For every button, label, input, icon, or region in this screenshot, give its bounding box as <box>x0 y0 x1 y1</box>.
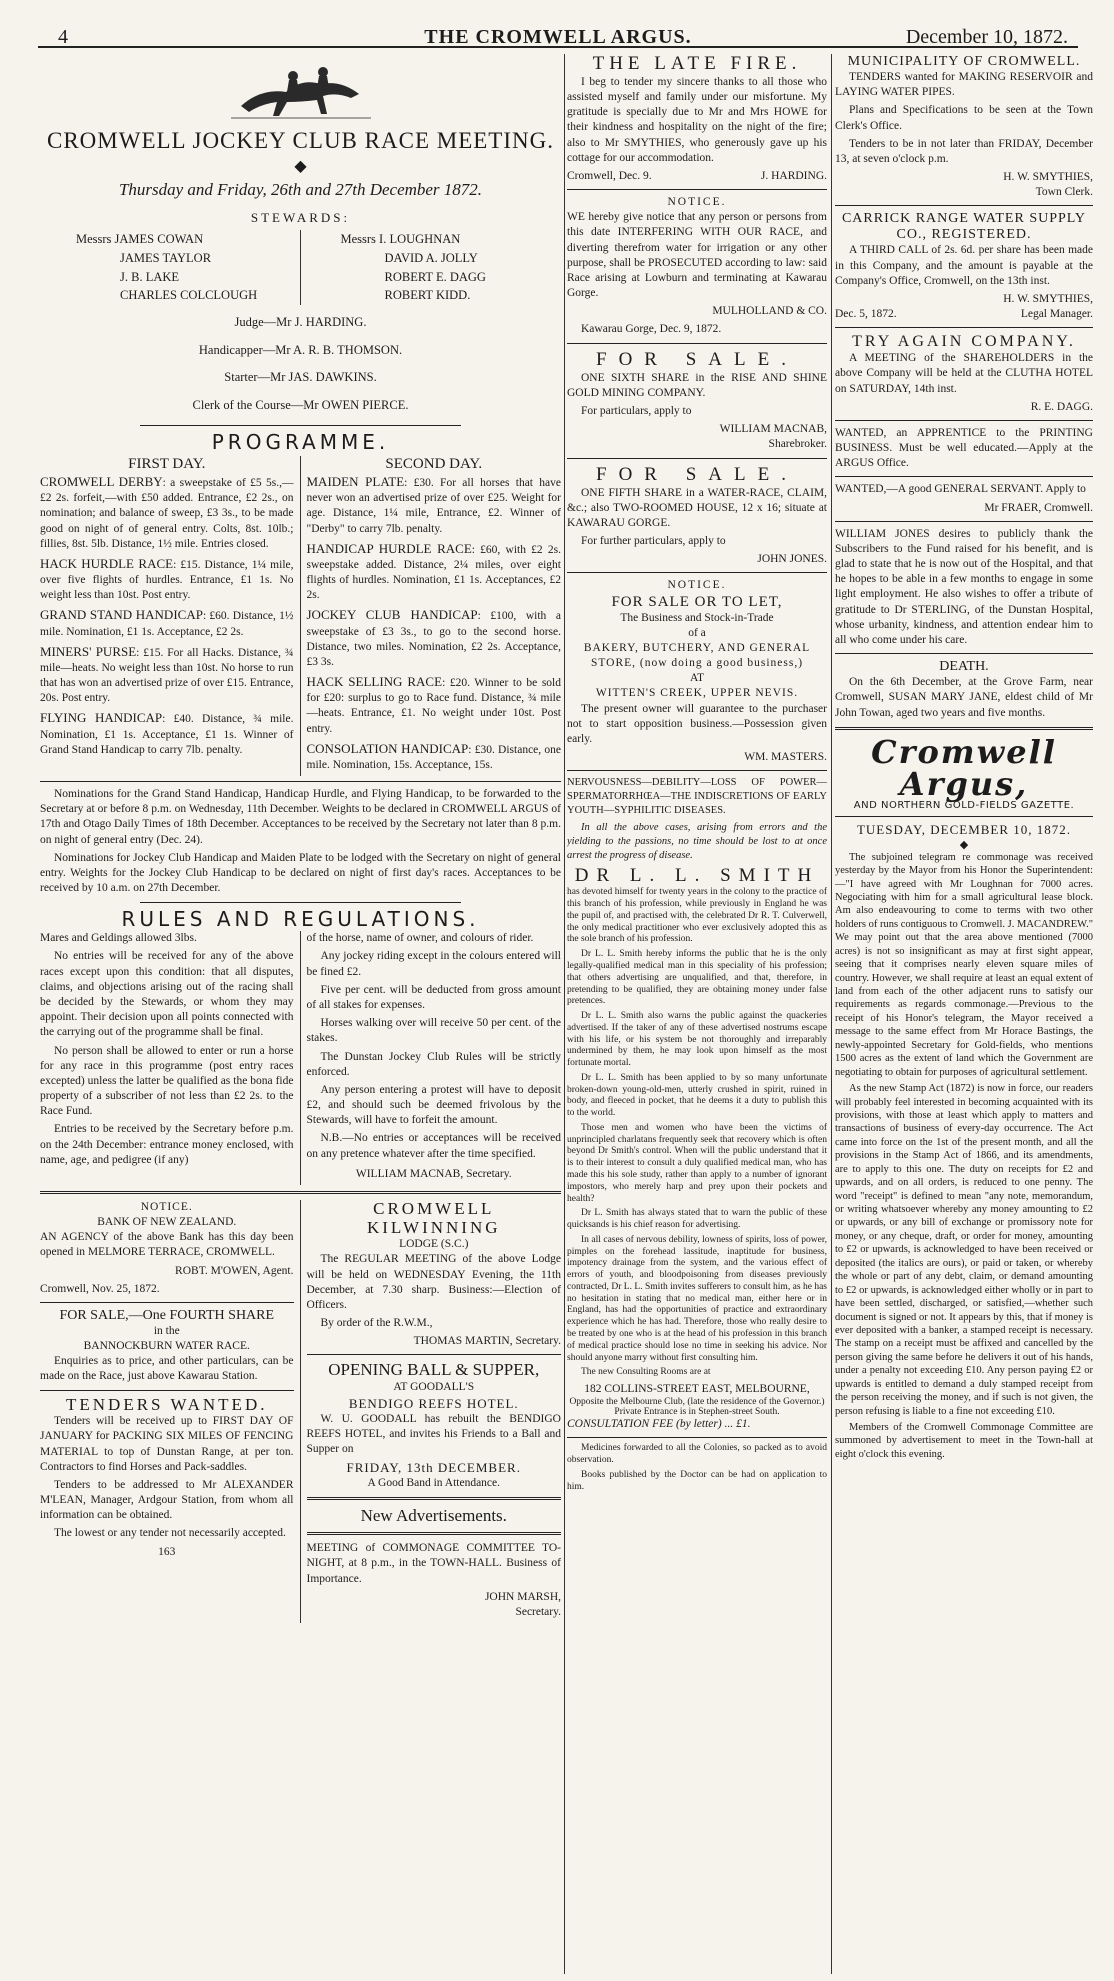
rules-title: RULES AND REGULATIONS. <box>121 907 480 932</box>
municipality-body: Tenders to be in not later than FRIDAY, December 13, at seven o'clock p.m. <box>835 137 1093 165</box>
programme-title: PROGRAMME. <box>211 430 390 454</box>
race-notice-dateline: Kawarau Gorge, Dec. 9, 1872. <box>581 323 722 336</box>
fire-dateline: Cromwell, Dec. 9. <box>567 169 652 182</box>
stewards-heading: STEWARDS: <box>250 210 351 225</box>
argus-dateline: TUESDAY, DECEMBER 10, 1872. <box>856 821 1072 837</box>
lodge-order: By order of the R.W.M., <box>320 1317 433 1330</box>
nominations-text: Nominations for Jockey Club Handicap and Maiden Plate to be lodged with the Secretary on night of general entry. Weights for the Jockey Club Handicap to be declared on night of first day's races. Acceptances to be received by 10 a.m. on 27th December. <box>40 851 561 895</box>
lodge-sign: THOMAS MARTIN, Secretary. <box>413 1335 561 1348</box>
smith-books: Books published by the Doctor can be had on application to him. <box>567 1469 827 1492</box>
municipality-sign: H. W. SMYTHIES, <box>1003 171 1093 184</box>
servant-ad: WANTED,—A good GENERAL SERVANT. Apply to <box>835 483 1086 496</box>
ball-title: OPENING BALL & SUPPER, <box>328 1360 540 1380</box>
race-notice-body: WE hereby give notice that any person or persons from this date INTERFERING WITH OUR RACE, and diverting therefrom water for irrigation or any other purpose, shall be PROSECUTED according to law: said Race arising at Lowburn and terminating at Kawarau Gorge. <box>567 211 827 300</box>
editorial-paragraph: The subjoined telegram re commonage was received yesterday by the Mayor from his Honor the Superintendent:—"I have agreed with Mr Loughnan for 7000 acres. Negociating with him for a small agricultural lease block. Am also endeavouring to come to terms with two other holders of runs contiguous to Cromwell. J. MACANDREW." We may point out that the area above mentioned (7000 acres) is not so insignificant as may at first sight appear, seeing that it comprises nearly eleven square miles of country. However, we shall require at least an equal extent of land from each of the other adjacent runs to satisfy our requirements as regards commonage.—Previous to the receipt of his Honor's telegram, the Mayor received a message to the same effect from Mr Horace Bastings, the newly-appointed Secretary for Gold-fields, who mentions 1500 acres as the extent of land which the Government are negotiating to obtain for purposes of agricultural settlement. <box>835 851 1093 1078</box>
rule-text: N.B.—No entries or acceptances will be received on any pretence whatever after the time specified. <box>306 1132 561 1160</box>
steward: DAVID A. JOLLY <box>384 250 478 265</box>
share-sale-line: BANNOCKBURN WATER RACE. <box>83 1340 250 1353</box>
smith-private-entrance: Private Entrance is in Stephen-street South. <box>614 1407 780 1418</box>
racehorse-illustration <box>231 58 371 122</box>
masthead: THE CROMWELL ARGUS. <box>424 26 692 48</box>
race-dates: Thursday and Friday, 26th and 27th December 1872. <box>118 180 483 199</box>
race-entry: FLYING HANDICAP: £40. Distance, ¾ mile. Nomination, £1 1s. Acceptance, £1 1s. Winner of Grand Stand Handicap to carry 7lb. penalty. <box>40 710 294 756</box>
ball-body: W. U. GOODALL has rebuilt the BENDIGO REEFS HOTEL, and invites his Friends to a Ball and Supper on <box>306 1412 561 1455</box>
carrick-role: Legal Manager. <box>1020 308 1093 321</box>
butchery-body: The present owner will guarantee to the purchaser not to start opposition business.—Possession given early. <box>567 702 827 745</box>
race-entry: HACK SELLING RACE: £20. Winner to be sold for £20: surplus to go to Race fund. Distance, ¾ mile—heats. Entrance, £1. No weight under 10st. Post entry. <box>306 674 561 735</box>
gold-sale-sign: WILLIAM MACNAB, <box>719 423 827 436</box>
page-number: 4 <box>58 26 68 48</box>
tenders-body: Tenders to be addressed to Mr ALEXANDER M'LEAN, Manager, Ardgour Station, from whom all information can be obtained. <box>40 1478 294 1522</box>
race-entry: HACK HURDLE RACE: £15. Distance, 1¼ mile, over five flights of hurdles. Entrance, £1 1s. No weight less than 10st. Post entry. <box>40 555 294 602</box>
commonage-meeting-body: MEETING of COMMONAGE COMMITTEE TO-NIGHT, at 8 p.m., in the TOWN-HALL. Business of Importance. <box>306 1542 561 1585</box>
editorial-paragraph: As the new Stamp Act (1872) is now in force, our readers will probably feel interested in becoming acquainted with its provisions, with those at least which apply to matters and transactions of business of every-day occurrence. The Act came into force on the 1st of the present month, and all the provisions in the Stamp Act of 1866, and its amendments, are to apply to this one. The duty on receipts for £2 and upwards, and on all orders, is reduced to one penny. The word "receipt" is defined to mean "any note, memorandum, or writing whatsoever whereby any money amounting to £2 or upwards, or any bill of exchange or promissory note for money, or any cheque, draft, or order for money, amounting to £2 or upwards, is acknowledged to have been received or deposited (the italics are ours), or paid or taken, or whereby the whole or part of any debt, claim, or demand amounting to £2 or upwards, is acknowledged either wholly or in part to have been settled, discharged, or satisfied,—whether such document is signed or not. It appears by this, that if money is ever deposited with a banker, a stamped receipt is necessary. The stamp on a receipt must be affixed and cancelled by the person giving the same before he delivers it out of his hands, under a penalty not exceeding £10. Any person paying £2 or upwards is entitled to demand a duly stamped receipt from the person receiving the money, and if such is not given, the person refusing is liable to a fine not exceeding £10. <box>835 1083 1093 1417</box>
bank-notice-body: AN AGENCY of the above Bank has this day been opened in MELMORE TERRACE, CROMWELL. <box>40 1231 294 1259</box>
lodge-subtitle: LODGE (S.C.) <box>399 1238 469 1251</box>
new-advertisements-heading: New Advertisements. <box>360 1506 507 1526</box>
second-day-title: SECOND DAY. <box>385 456 483 472</box>
first-day <box>40 456 301 776</box>
carrick-sign: H. W. SMYTHIES, <box>1003 292 1093 305</box>
race-entry: HANDICAP HURDLE RACE: £60, with £2 2s. sweepstake added. Distance, 2¼ miles, over eight flights of hurdles. Nomination, £1 1s. Acceptances, £2 2s. <box>306 540 561 602</box>
rule-text: Entries to be received by the Secretary before p.m. on the 24th December: entrance money enclosed, with name, age, and pedigree (if any) <box>40 1123 294 1166</box>
race-notice-sign: MULHOLLAND & CO. <box>712 305 827 318</box>
bank-agent: ROBT. M'OWEN, Agent. <box>175 1264 294 1277</box>
argus-subtitle: AND NORTHERN GOLD-FIELDS GAZETTE. <box>853 799 1075 811</box>
smith-title: DR L. L. SMITH <box>574 865 820 887</box>
starter: Starter—Mr JAS. DAWKINS. <box>224 370 377 384</box>
bank-notice-title: NOTICE. <box>140 1200 193 1213</box>
municipality-title: MUNICIPALITY OF CROMWELL. <box>847 54 1081 69</box>
rule-text: Any jockey riding except in the colours entered will be fined £2. <box>306 950 561 978</box>
servant-sign: Mr FRAER, Cromwell. <box>984 501 1093 514</box>
race-entry: CROMWELL DERBY: a sweepstake of £5 5s.,—£2 2s. forfeit,—with £50 added. Entrance, £2 2s., on nomination; and balance of sweep, £3 3s., to be made good on night of of general entry. Colts, 8st. 10lb.; fillies, 8st. 5lb. Distance, 1½ mile. Entries closed. <box>40 474 294 550</box>
smith-intro: In all the above cases, arising from errors and the yielding to the passions, no time should be lost to at once arrest the progress of disease. <box>567 821 827 861</box>
ball-date: FRIDAY, 13th DECEMBER. <box>346 1460 521 1476</box>
editorial-paragraph: Members of the Cromwell Commonage Committee are summoned by advertisement to meet in the Town-hall at eight o'clock this evening. <box>835 1422 1093 1460</box>
carrick-body: A THIRD CALL of 2s. 6d. per share has been made in this Company, and the amount is payable at the Company's Office, Cromwell, on the 13th inst. <box>835 244 1093 287</box>
column-race-meeting: CROMWELL JOCKEY CLUB RACE MEETING. ◆ Thursday and Friday, 26th and 27th December 1872. STEWARDS: Messrs JAMES COWAN JAMES TAYLOR J. B. LAKE CHARLES COLCLOUGH Messrs I. LOUGHNAN DAVID A. JOLLY ROBERT E. DAGG ROBERT KIDD. Judge—Mr J. HARDING. Handicapper—Mr A. R. B. THOMSON. Starter—Mr JAS. DAWKINS. Clerk of the Course—Mr OWEN PIERCE. PROGRAMME. FIRST DAY. CROMWELL DERBY: a sweepstake of £5 5s.,—£2 2s. forfeit,—with £50 added. Entrance, £2 2s., on nomination; and balance of sweep, £3 3s., to be made good on night of of general entry. Colts, 8st. 10lb.; fillies, 8st. 5lb. Distance, 1½ mile. Entries closed. HACK HURDLE RACE: £15. Distance, 1¼ mile, over five flights of hurdles. Entrance, £1 1s. No weight less than 10st. Post entry. GRAND STAND HANDICAP: £60. Distance, 1½ mile. Nomination, £1 1s. Acceptance, £2 2s. MINERS' PURSE: £15. For all Hacks. Distance, ¾ mile—heats. No weight less than 10st. No horse to run that has won an advertised prize of over £15. Entrance, 20s. Post entry. FLYING HANDICAP: £40. Distance, ¾ mile. Nomination, £1 1s. Acceptance, £1 1s. Winner of Grand Stand Handicap to carry 7lb. penalty. SECOND DAY. MAIDEN PLATE: £30. For all horses that have never won an advertised prize of over £25. Weight for age. Distance, 1¼ mile, Entrance, £2. Winner of "Derby" to carry 7lb. penalty. HANDICAP HURDLE RACE: £60, with £2 2s. sweepstake added. Distance, 2¼ miles, over eight flights of hurdles. Nomination, £1 1s. Acceptances, £2 2s. JOCKEY CLUB HANDICAP: £100, with a sweepstake of £3 3s., to go to the second horse. Distance, two miles. Nomination, £2 2s. Acceptance, £3 3s. HACK SELLING RACE: £20. Winner to be sold for £20: surplus to go to Race fund. Distance, ¾ mile—heats. Entrance, £1. No weight under 10st. Post entry. CONSOLATION HANDICAP: £30. Distance, one mile. Nomination, 15s. Acceptance, 15s. Nominations for the Grand Stand Handicap, Handicap Hurdle, and Flying Handicap, to be forwarded to the Secretary at or before 8 p.m. on Wednesday, 11th December. Weights to be declared in CROMWELL ARGUS of 17th and Otago Daily Times of 18th December. Acceptances to be received by the Secretary not later than 8 p.m. on night of general entry (Dec. 24). Nominations for Jockey Club Handicap and Maiden Plate to be lodged with the Secretary on night of general entry. Weights for the Jockey Club Handicap to be declared on night of first day's races. Acceptances to be received by 10 a.m. on 27th December. RULES AND REGULATIONS. Mares and Geldings allowed 3lbs. No entries will be received for any of the above races except upon this condition: that all disputes, claims, and objections arising out of the racing shall be decided by the Stewards, or whom they may appoint. Their decision upon all points connected with the carrying out of the programme shall be final. No person shall be allowed to enter or run a horse for any race in this programme (post entry races excepted) unless the latter be qualified as the bona fide property of a subscriber of not less than £2 2s. to the Race Fund. Entries to be received by the Secretary before p.m. on the 24th December: entrance money enclosed, with name, age, and pedigree (if any) of the horse, name of owner, and colours of rider. Any jockey riding except in the colours entered will be fined £2. Five per cent. will be deducted from gross amount of all stakes for expenses. Horses walking over will receive 50 per cent. of the stakes. The Dunstan Jockey Club Rules will be strictly enforced. Any person entering a protest will have to deposit £2, and should such be deemed frivolous by the Stewards, will have to forfeit the amount. N.B.—No entries or acceptances will be received on any pretence whatever after the time specified. WILLIAM MACNAB, Secretary. NOTICE. BANK OF NEW ZEALAND. AN AGENCY of the above Bank has this day been opened in MELMORE TERRACE, CROMWELL. ROBT. M'OWEN, Agent. Cromwell, Nov. 25, 1872. FOR SALE,—One FOURTH SHARE in the BANNOCKBURN WATER RACE. Enquiries as to price, and other particulars, can be made on the Race, just above Kawarau Station. TENDERS WANTED. Tenders will be received up to FIRST DAY OF JANUARY for PACKING SIX MILES OF FENCING MATERIAL to top of Dunstan Range, at per ton. Contractors to find Horses and Pack-saddles. Tenders to be addressed to Mr ALEXANDER M'LEAN, Manager, Ardgour Station, from whom all information can be obtained. The lowest or any tender not necessarily accepted. 163 CROMWELL KILWINNING LODGE (S.C.) The REGULAR MEETING of the above Lodge will be held on WEDNESDAY Evening, the 11th December, at 7.30 sharp. Business:—Election of Officers. By order of the R.W.M., THOMAS MARTIN, Secretary. OPENING BALL & SUPPER, AT GOODALL'S BENDIGO REEFS HOTEL. W. U. GOODALL has rebuilt the BENDIGO REEFS HOTEL, and invites his Friends to a Ball and Supper on FRIDAY, 13th DECEMBER. A Good Band in Attendance. New Advertisements. MEETING of COMMONAGE COMMITTEE TO-NIGHT, at 8 p.m., in the TOWN-HALL. Business of Importance. JOHN MARSH, Secretary. <box>40 54 561 1974</box>
tenders-title: TENDERS WANTED. <box>66 1394 268 1414</box>
rule-text: No entries will be received for any of the above races except upon this condition: that all disputes, claims, and objections arising out of the racing shall be decided by the Stewards, or whom they may appoint. Their decision upon all points connected with the carrying out of the programme shall be final. <box>40 950 294 1039</box>
race-meeting-title: CROMWELL JOCKEY CLUB RACE MEETING. <box>47 128 554 153</box>
butchery-headline: FOR SALE OR TO LET, <box>611 593 783 610</box>
rule-text: Any person entering a protest will have to deposit £2, and should such be deemed frivolous by the Stewards, will have to forfeit the amount. <box>306 1083 561 1127</box>
bank-dateline: Cromwell, Nov. 25, 1872. <box>40 1282 160 1295</box>
lodge-title: CROMWELL KILWINNING <box>366 1198 501 1237</box>
smith-para: Dr L. Smith has always stated that to warn the public of these quicksands is his chief reason for advertising. <box>567 1208 827 1231</box>
header-date: December 10, 1872. <box>905 26 1068 48</box>
gold-sale-body: ONE SIXTH SHARE in the RISE AND SHINE GOLD MINING COMPANY. <box>567 371 827 399</box>
race-entry: GRAND STAND HANDICAP: £60. Distance, 1½ mile. Nomination, £1 1s. Acceptance, £2 2s. <box>40 607 294 638</box>
steward: ROBERT E. DAGG <box>384 269 486 284</box>
steward: Messrs I. LOUGHNAN <box>340 232 461 246</box>
rule-text: No person shall be allowed to enter or run a horse for any race in this programme (post entry races excepted) unless the latter be qualified as the bona fide property of a subscriber of not less than £2 2s. to the Race Fund. <box>40 1044 294 1118</box>
first-day-title: FIRST DAY. <box>128 456 206 472</box>
steward: ROBERT KIDD. <box>384 288 471 303</box>
race-sale-sign: JOHN JONES. <box>757 553 827 566</box>
bank-name: BANK OF NEW ZEALAND. <box>97 1216 237 1229</box>
race-entry: MINERS' PURSE: £15. For all Hacks. Distance, ¾ mile—heats. No weight less than 10st. No horse to run that has won an advertised prize of over £15. Entrance, 20s. Post entry. <box>40 643 294 705</box>
municipality-body: Plans and Specifications to be seen at the Town Clerk's Office. <box>835 104 1093 132</box>
lower-ads <box>40 1200 561 1623</box>
butchery-notice-title: NOTICE. <box>667 579 727 592</box>
rules <box>40 931 561 1185</box>
death-title: DEATH. <box>939 659 989 675</box>
carrick-dateline: Dec. 5, 1872. <box>835 308 897 321</box>
butchery-line: BAKERY, BUTCHERY, AND GENERAL STORE, (now doing a good business,) <box>583 641 811 670</box>
fire-body: I beg to tender my sincere thanks to all those who assisted myself and family under our misfortune. My gratitude is specially due to Mr and Mrs HOWE for their kindness and hospitality on the night of the fire; also to Mr SMYTHIES, who generously gave up his cottage for our accommodation. <box>567 75 827 164</box>
race-notice-title: NOTICE. <box>667 196 727 209</box>
butchery-line: WITTEN'S CREEK, UPPER NEVIS. <box>595 687 799 700</box>
apprentice-ad: WANTED, an APPRENTICE to the PRINTING BUSINESS. Must be well educated.—Apply at the ARGUS Office. <box>835 426 1093 470</box>
rule-text: Horses walking over will receive 50 per cent. of the stakes. <box>306 1017 561 1045</box>
butchery-line: of a <box>688 626 706 639</box>
fire-title: THE LATE FIRE. <box>592 54 802 74</box>
rule-text: The Dunstan Jockey Club Rules will be strictly enforced. <box>306 1050 561 1078</box>
race-entry: JOCKEY CLUB HANDICAP: £100, with a sweepstake of £3 3s., to go to the second horse. Distance, two miles. Nomination, £2 2s. Acceptance, £3 3s. <box>306 607 561 668</box>
smith-para: Dr L. L. Smith also warns the public against the quackeries advertised. If the taker of any of these advertised nostrums escape with his life, or his system be not thoroughly and irreparably undermined by them, he may look upon himself as the most fortunate mortal. <box>567 1011 827 1069</box>
steward: JAMES TAYLOR <box>120 250 212 265</box>
race-sale-apply: For further particulars, apply to <box>581 535 726 548</box>
commonage-role: Secretary. <box>515 1606 561 1618</box>
folio-number: 163 <box>158 1545 176 1558</box>
ball-at: AT GOODALL'S <box>393 1381 475 1394</box>
smith-para: Dr L. L. Smith hereby informs the public that he is the only legally-qualified medical man in this speciality of his profession; that others advertising are unqualified, and that, therefore, in pretending to be qualified, they are obtaining money under false pretences. <box>567 949 827 1007</box>
race-entry: CONSOLATION HANDICAP: £30. Distance, one mile. Nomination, 15s. Acceptance, 15s. <box>306 740 561 771</box>
second-day <box>301 456 562 776</box>
officials <box>40 309 561 419</box>
race-sale-title: FOR SALE. <box>596 463 798 485</box>
share-sale-line: in the <box>153 1324 180 1337</box>
column-rule <box>831 54 832 1974</box>
butchery-sign: WM. MASTERS. <box>744 751 827 764</box>
lodge-body: The REGULAR MEETING of the above Lodge will be held on WEDNESDAY Evening, the 11th December, at 7.30 sharp. Business:—Election of Officers. <box>306 1253 561 1311</box>
ball-band: A Good Band in Attendance. <box>367 1477 501 1490</box>
smith-para: In all cases of nervous debility, lowness of spirits, loss of power, pimples on the forehead lassitude, inaptitude for business, impotency drainage from the system, and the various effect of errors of youth, and bloodpoisoning from diseases previously contracted, Dr L. L. Smith invites sufferers to consult him, as he has no hesitation in stating that no medical man, either here or in England, has had the opportunities of practice and extraordinary experience which he has had. Therefore, those who really desire to be treated by one who is at the head of his profession in this branch of medical practice should lose no time in seeking his advice. Nor should anyone marry without first consulting him. <box>567 1234 827 1363</box>
butchery-line: AT <box>689 672 705 685</box>
gold-sale-role: Sharebroker. <box>768 438 827 451</box>
try-again-sign: R. E. DAGG. <box>1030 400 1093 413</box>
nominations-text: Nominations for the Grand Stand Handicap, Handicap Hurdle, and Flying Handicap, to be forwarded to the Secretary at or before 8 p.m. on Wednesday, 11th December. Weights to be declared in CROMWELL ARGUS of 17th and Otago Daily Times of 18th December. Acceptances to be received by the Secretary not later than 8 p.m. on night of general entry (Dec. 24). <box>40 788 561 846</box>
steward: Messrs JAMES COWAN <box>76 232 204 246</box>
stewards-list <box>40 230 561 305</box>
smith-fee: CONSULTATION FEE (by letter) ... £1. <box>567 1418 751 1431</box>
tenders-body: Tenders will be received up to FIRST DAY OF JANUARY for PACKING SIX MILES OF FENCING MATERIAL to top of Dunstan Range, at per ton. Contractors to find Horses and Pack-saddles. <box>40 1415 294 1473</box>
steward: CHARLES COLCLOUGH <box>120 288 258 303</box>
column-rule <box>564 54 565 1974</box>
race-entry: MAIDEN PLATE: £30. For all horses that have never won an advertised prize of over £25. Weight for age. Distance, 1¼ mile, Entrance, £2. Winner of "Derby" to carry 7lb. penalty. <box>306 474 561 535</box>
argus-title: Cromwell Argus, <box>871 732 1057 803</box>
try-again-body: A MEETING of the SHAREHOLDERS in the above Company will be held at the CLUTHA HOTEL on SATURDAY, 14th inst. <box>835 352 1093 395</box>
death-body: On the 6th December, at the Grove Farm, near Cromwell, SUSAN MARY JANE, eldest child of Mr John Towan, aged two years and five months. <box>835 676 1093 719</box>
share-sale-body: Enquiries as to price, and other particulars, can be made on the Race, just above Kawarau Station. <box>40 1355 294 1383</box>
clerk-of-course: Clerk of the Course—Mr OWEN PIERCE. <box>192 397 409 412</box>
gold-sale-apply: For particulars, apply to <box>581 404 692 417</box>
column-notices <box>567 54 827 1974</box>
gold-sale-title: FOR SALE. <box>596 348 798 370</box>
municipality-role: Town Clerk. <box>1035 186 1093 199</box>
carrick-title: CARRICK RANGE WATER SUPPLY CO., REGISTERED. <box>841 211 1087 243</box>
smith-para: Dr L. L. Smith has been applied to by so many unfortunate broken-down young-old-men, utterly crushed in spirit, ruined in body, and fleeced in pocket, that he deems it a duty to publish this to the world. <box>567 1072 827 1119</box>
smith-opposite: Opposite the Melbourne Club, (late the residence of the Governor.) <box>569 1397 825 1408</box>
programme <box>40 456 561 776</box>
try-again-title: TRY AGAIN COMPANY. <box>852 333 1076 351</box>
fire-sign: J. HARDING. <box>760 169 827 182</box>
smith-address: 182 COLLINS-STREET EAST, MELBOURNE, <box>584 1383 810 1396</box>
commonage-sign: JOHN MARSH, <box>484 1590 561 1603</box>
column-local-news: MUNICIPALITY OF CROMWELL. TENDERS wanted for MAKING RESERVOIR and LAYING WATER PIPES. Plans and Specifications to be seen at the Town Clerk's Office. Tenders to be in not later than FRIDAY, December 13, at seven o'clock p.m. H. W. SMYTHIES, Town Clerk. CARRICK RANGE WATER SUPPLY CO., REGISTERED. A THIRD CALL of 2s. 6d. per share has been made in this Company, and the amount is payable at the Company's Office, Cromwell, on the 13th inst. H. W. SMYTHIES, Dec. 5, 1872. Legal Manager. TRY AGAIN COMPANY. A MEETING of the SHAREHOLDERS in the above Company will be held at the CLUTHA HOTEL on SATURDAY, 14th inst. R. E. DAGG. WANTED, an APPRENTICE to the PRINTING BUSINESS. Must be well educated.—Apply at the ARGUS Office. WANTED,—A good GENERAL SERVANT. Apply to Mr FRAER, Cromwell. WILLIAM JONES desires to publicly thank the Subscribers to the Fund raised for his benefit, and is glad to state that he is now out of the Hospital, and that he hopes to be able in a few months to engage in some light employment. He also wishes to offer a tribute of gratitude to Dr STERLING, of the Dunstan Hospital, whose urbanity, kindness, and attention endear him to all who come under his care. DEATH. On the 6th December, at the Grove Farm, near Cromwell, SUSAN MARY JANE, eldest child of Mr John Towan, aged two years and five months. Cromwell Argus, AND NORTHERN GOLD-FIELDS GAZETTE. TUESDAY, DECEMBER 10, 1872. ◆ The subjoined telegram re commonage was received yesterday by the Mayor from his Honor the Superintendent:—"I have agreed with Mr Loughnan for 7000 acres. Negociating with him for a small agricultural lease block. Am also endeavouring to come to terms with two other holders of runs contiguous to Cromwell. J. MACANDREW." We may point out that the area above mentioned (7000 acres) is not so insignificant as may at first sight appear, seeing that it comprises nearly eleven square miles of country. However, we shall require at least an equal extent of land from each of the other adjacent runs to satisfy our requirements as regards commonage.—Previous to the receipt of his Honor's telegram, the Mayor received a message to the same effect from Mr Horace Bastings, the newly-appointed Secretary for Gold-fields, who mentions 1500 acres as the extent of land which the Government are negotiating to obtain for purposes of agricultural settlement. As the new Stamp Act (1872) is now in force, our readers will probably feel interested in becoming acquainted with its provisions, with those at least which apply to matters and transactions of business of every-day occurrence. The Act came into force on the 1st of the present month, and all the provisions in the Stamp Act of 1866, and its amendments, are to apply to this one. The duty on receipts for £2 and upwards, and on all orders, is reduced to one penny. The word "receipt" is defined to mean "any note, memorandum, or writing whatsoever whereby any money amounting to £2 or upwards, or any bill of exchange or promissory note for money, or any cheque, draft, or order for money, amounting to £2 or upwards, is acknowledged to have been received or deposited (the italics are ours), or paid or taken, or whereby the whole or part of any debt, claim, or demand amounting to £2 or upwards, is acknowledged either wholly or in part to have been settled, discharged, or satisfied,—whether such document is signed or not. It appears by this, that if money is ever deposited with a banker, a stamped receipt is necessary. The stamp on a receipt must be affixed and cancelled by the person giving the same before he delivers it out of his hands, under a penalty not exceeding £10. Any person paying £2 or upwards is entitled to demand a duly stamped receipt from the person receiving the money, and if such is not given, the person refusing is liable to a fine not exceeding £10. Members of the Cromwell Commonage Committee are summoned by advertisement to meet in the Town-hall at eight o'clock this evening. <box>835 54 1093 1460</box>
judge: Judge—Mr J. HARDING. <box>234 315 367 329</box>
smith-para: Those men and women who have been the victims of unprincipled charlatans frequently seek that recovery which is often beyond Dr Smith's control. When will the public understand that it is to their interest to consult a duly qualified medical man, who has made this his sole study, rather than apply to a number of ignorant impostors, who merely harp and prey upon their pockets and health? <box>567 1122 827 1204</box>
page-header <box>38 24 1078 48</box>
smith-para: has devoted himself for twenty years in the colony to the practice of this branch of his profession, while previously in England he was the pupil of, and practised with, the celebrated Dr R. T. Culverwell, the only medical practitioner who ever exclusively adopted this as the sole branch of his profession. <box>567 887 827 945</box>
ball-hotel: BENDIGO REEFS HOTEL. <box>348 1395 519 1411</box>
tenders-body: The lowest or any tender not necessarily accepted. <box>54 1527 286 1540</box>
municipality-body: TENDERS wanted for MAKING RESERVOIR and LAYING WATER PIPES. <box>835 71 1093 99</box>
rule-text: Mares and Geldings allowed 3lbs. <box>40 932 197 945</box>
race-sale-body: ONE FIFTH SHARE in a WATER-RACE, CLAIM, &c.; also TWO-ROOMED HOUSE, 12 x 16; situate at KAWARAU GORGE. <box>567 486 827 529</box>
smith-medicines: Medicines forwarded to all the Colonies, so packed as to avoid observation. <box>567 1443 827 1466</box>
smith-banner: NERVOUSNESS—DEBILITY—LOSS OF POWER—SPERMATORRHŒA—THE INDISCRETIONS OF EARLY YOUTH—SYPHILITIC DISEASES. <box>567 777 827 816</box>
butchery-line: The Business and Stock-in-Trade <box>620 611 774 624</box>
handicapper: Handicapper—Mr A. R. B. THOMSON. <box>198 342 403 357</box>
steward: J. B. LAKE <box>120 269 180 284</box>
smith-para: The new Consulting Rooms are at <box>581 1367 711 1378</box>
jones-notice: WILLIAM JONES desires to publicly thank the Subscribers to the Fund raised for his benefit, and is glad to state that he is now out of the Hospital, and that he hopes to be able in a few months to engage in some light employment. He also wishes to offer a tribute of gratitude to Dr STERLING, of the Dunstan Hospital, whose urbanity, kindness, and attention endear him to all who come under his care. <box>835 527 1093 646</box>
rule-text: Five per cent. will be deducted from gross amount of all stakes for expenses. <box>306 983 561 1011</box>
secretary-sign: WILLIAM MACNAB, Secretary. <box>355 1167 512 1180</box>
rule-text: of the horse, name of owner, and colours of rider. <box>306 932 534 945</box>
share-sale-title: FOR SALE,—One FOURTH SHARE <box>59 1307 275 1323</box>
